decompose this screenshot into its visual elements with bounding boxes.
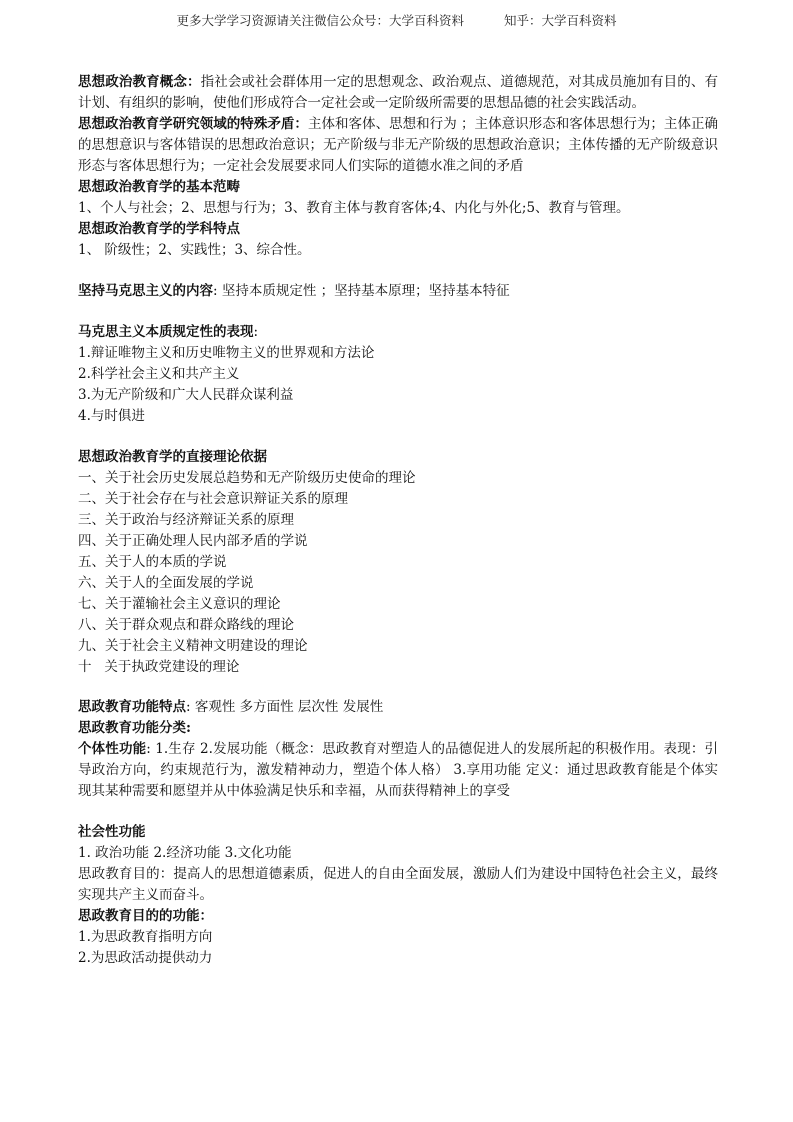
list-item: 三、关于政治与经济辩证关系的原理 (78, 512, 294, 528)
list-item: 3.为无产阶级和广大人民群众谋利益 (78, 387, 294, 403)
list-item: 十 关于执政党建设的理论 (78, 659, 240, 675)
list-item: 九、关于社会主义精神文明建设的理论 (78, 638, 308, 654)
features-text: 1、 阶级性；2、实践性；3、综合性。 (78, 242, 311, 258)
goal-function-heading: 思政教育目的的功能： (78, 908, 213, 924)
list-item: 二、关于社会存在与社会意识辩证关系的原理 (78, 491, 348, 507)
page-header (0, 11, 793, 29)
function-features-line (78, 697, 718, 718)
social-function-list: 1. 政治功能 2.经济功能 3.文化功能 (78, 845, 292, 861)
list-item: 1.为思政教育指明方向 (78, 929, 213, 945)
header-zhihu-notice: 知乎：大学百科资料 (504, 13, 617, 28)
function-categories-heading: 思政教育功能分类: (78, 720, 191, 736)
paragraph-contradiction (78, 114, 718, 177)
individual-function-text: : 1.生存 2.发展功能（概念：思政教育对塑造人的品德促进人的发展所起的积极作用。表现：引导政治方向，约束规范行为，激发精神动力，塑造个体人格） 3.享用功能 定义：通过思政教育能是个体实现其某种需要和愿望并从中体验满足快乐和幸福，从而获得精神上的享受 (78, 741, 719, 799)
list-item: 4.与时俱进 (78, 408, 145, 424)
education-goal-text: 思政教育目的：提高人的思想道德素质，促进人的自由全面发展，激励人们为建设中国特色社会主义，最终实现共产主义而奋斗。 (78, 866, 718, 903)
adhere-marxism-text: : 坚持本质规定性 ；坚持基本原理；坚持基本特征 (213, 283, 510, 299)
list-item: 六、关于人的全面发展的学说 (78, 575, 254, 591)
paragraph-adhere-marxism (78, 281, 718, 302)
list-item: 八、关于群众观点和群众路线的理论 (78, 617, 294, 633)
marxism-essence-heading: 马克思主义本质规定性的表现 (78, 324, 254, 340)
paragraph-individual-function (78, 739, 718, 802)
function-features-text: : 客观性 多方面性 层次性 发展性 (186, 699, 384, 715)
list-item: 四、关于正确处理人民内部矛盾的学说 (78, 533, 308, 549)
function-features-heading: 思政教育功能特点 (78, 699, 186, 715)
contradiction-heading: 思想政治教育学研究领域的特殊矛盾： (78, 116, 308, 132)
adhere-marxism-heading: 坚持马克思主义的内容 (78, 283, 213, 299)
categories-heading: 思想政治教育学的基本范畴 (78, 179, 240, 195)
list-item: 1.辩证唯物主义和历史唯物主义的世界观和方法论 (78, 345, 375, 361)
header-wechat-notice: 更多大学学习资源请关注微信公众号：大学百科资料 (176, 13, 464, 28)
social-function-heading: 社会性功能 (78, 824, 146, 840)
features-heading: 思想政治教育学的学科特点 (78, 221, 240, 237)
individual-function-heading: 个体性功能 (78, 741, 147, 757)
concept-heading: 思想政治教育概念： (78, 74, 201, 90)
paragraph-concept (78, 72, 718, 114)
list-item: 五、关于人的本质的学说 (78, 554, 227, 570)
contradiction-text: 主体和客体、思想和行为 ；主体意识形态和客体思想行为；主体正确的思想意识与客体错误的思想政治意识；无产阶级与非无产阶级的思想政治意识；主体传播的无产阶级意识形态与客体思想行为；一定社会发展要求同人们实际的道德水准之间的矛盾 (78, 116, 718, 174)
concept-text: 指社会或社会群体用一定的思想观念、政治观点、道德规范，对其成员施加有目的、有计划、有组织的影响，使他们形成符合一定社会或一定阶级所需要的思想品德的社会实践活动。 (78, 74, 719, 111)
theory-basis-heading: 思想政治教育学的直接理论依据 (78, 449, 267, 465)
categories-text: 1、个人与社会；2、思想与行为；3、教育主体与教育客体;4、内化与外化;5、教育与管理。 (78, 200, 630, 216)
marxism-essence-colon: : (253, 324, 259, 340)
list-item: 七、关于灌输社会主义意识的理论 (78, 596, 281, 612)
marxism-essence-heading-line (78, 322, 718, 343)
list-item: 2.为思政活动提供动力 (78, 950, 213, 966)
list-item: 2.科学社会主义和共产主义 (78, 366, 240, 382)
document-body (78, 72, 718, 969)
list-item: 一、关于社会历史发展总趋势和无产阶级历史使命的理论 (78, 470, 416, 486)
